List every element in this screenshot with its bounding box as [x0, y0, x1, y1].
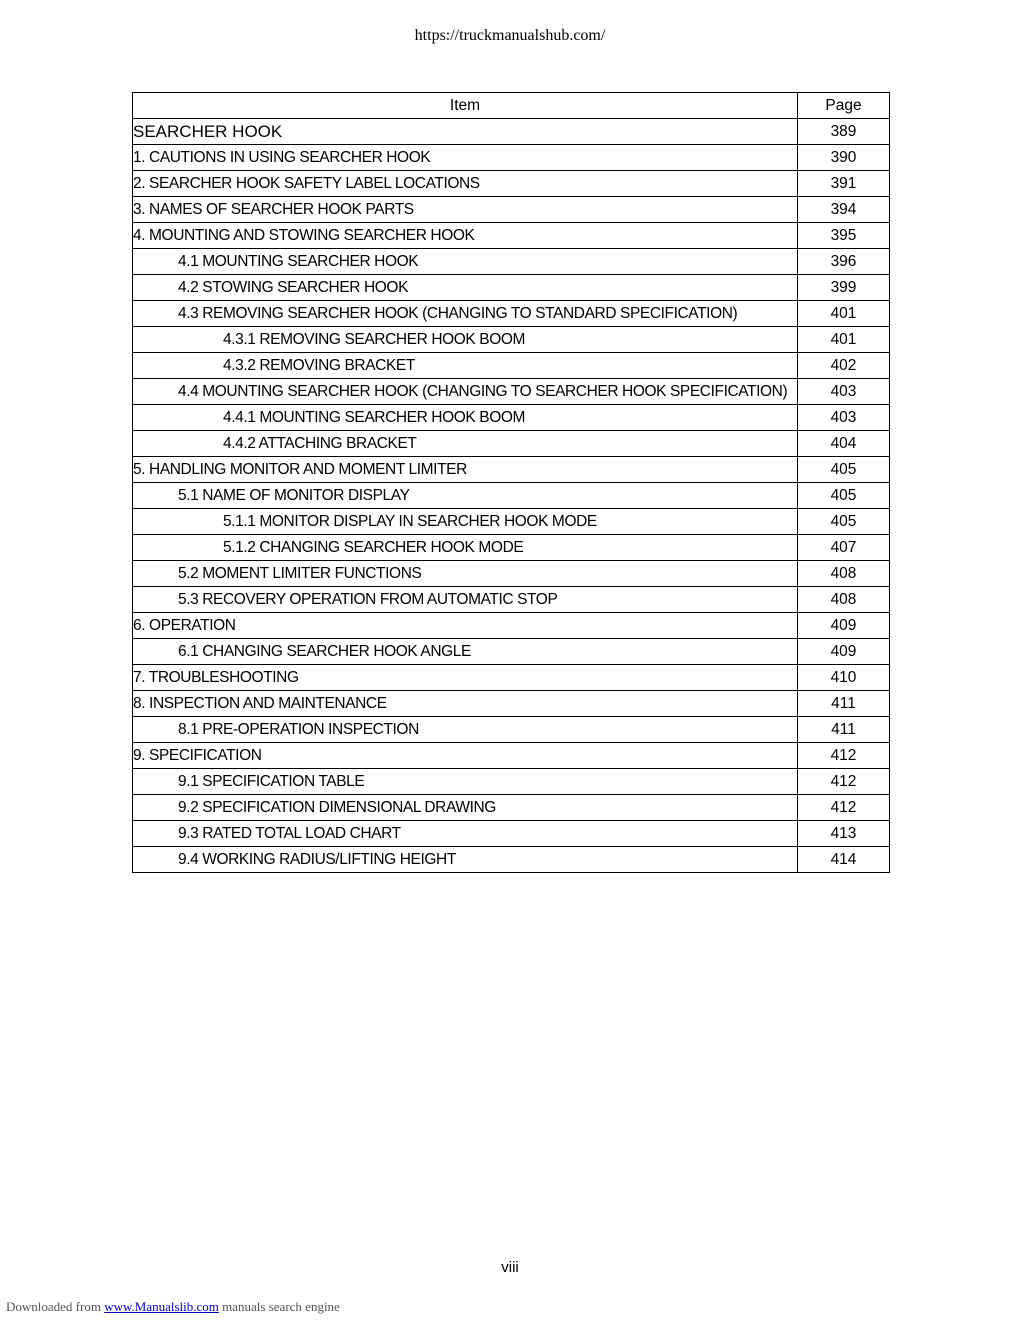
toc-row[interactable] — [133, 301, 890, 327]
toc-row[interactable] — [133, 509, 890, 535]
toc-item-page: 414 — [798, 847, 890, 873]
toc-row[interactable] — [133, 171, 890, 197]
toc-item-label: 4.2 STOWING SEARCHER HOOK — [133, 275, 798, 301]
footer — [6, 1299, 340, 1315]
toc-row[interactable] — [133, 431, 890, 457]
toc-item-page: 409 — [798, 639, 890, 665]
toc-item-page: 410 — [798, 665, 890, 691]
toc-row[interactable] — [133, 847, 890, 873]
toc-row[interactable] — [133, 275, 890, 301]
toc-row[interactable] — [133, 639, 890, 665]
toc-row[interactable] — [133, 223, 890, 249]
toc-row[interactable] — [133, 483, 890, 509]
toc-item-label: SEARCHER HOOK — [133, 119, 798, 145]
toc-item-label: 9. SPECIFICATION — [133, 743, 798, 769]
footer-prefix: Downloaded from — [6, 1299, 101, 1314]
toc-item-label: 1. CAUTIONS IN USING SEARCHER HOOK — [133, 145, 798, 171]
toc-row[interactable] — [133, 717, 890, 743]
toc-row[interactable] — [133, 743, 890, 769]
toc-item-label: 4.4 MOUNTING SEARCHER HOOK (CHANGING TO SEARCHER HOOK SPECIFICATION) — [133, 379, 798, 405]
toc-item-page: 395 — [798, 223, 890, 249]
toc-item-page: 412 — [798, 795, 890, 821]
toc-item-page: 396 — [798, 249, 890, 275]
toc-item-label: 5.1.2 CHANGING SEARCHER HOOK MODE — [133, 535, 798, 561]
toc-item-label: 4.3 REMOVING SEARCHER HOOK (CHANGING TO STANDARD SPECIFICATION) — [133, 301, 798, 327]
toc-item-page: 409 — [798, 613, 890, 639]
toc-item-page: 411 — [798, 691, 890, 717]
toc-row[interactable] — [133, 353, 890, 379]
toc-row[interactable] — [133, 145, 890, 171]
toc-item-label: 9.2 SPECIFICATION DIMENSIONAL DRAWING — [133, 795, 798, 821]
toc-item-label: 5.3 RECOVERY OPERATION FROM AUTOMATIC STOP — [133, 587, 798, 613]
toc-item-label: 4. MOUNTING AND STOWING SEARCHER HOOK — [133, 223, 798, 249]
toc-row[interactable] — [133, 769, 890, 795]
toc-item-page: 405 — [798, 457, 890, 483]
toc-item-label: 5.1.1 MONITOR DISPLAY IN SEARCHER HOOK MODE — [133, 509, 798, 535]
toc-item-label: 4.1 MOUNTING SEARCHER HOOK — [133, 249, 798, 275]
toc-item-label: 6.1 CHANGING SEARCHER HOOK ANGLE — [133, 639, 798, 665]
toc-row[interactable] — [133, 613, 890, 639]
toc-item-page: 390 — [798, 145, 890, 171]
toc-item-page: 411 — [798, 717, 890, 743]
toc-row[interactable] — [133, 379, 890, 405]
toc-table — [132, 92, 890, 873]
toc-item-label: 3. NAMES OF SEARCHER HOOK PARTS — [133, 197, 798, 223]
toc-item-page: 412 — [798, 769, 890, 795]
toc-item-label: 4.3.2 REMOVING BRACKET — [133, 353, 798, 379]
toc-row[interactable] — [133, 535, 890, 561]
toc-item-page: 399 — [798, 275, 890, 301]
toc-row[interactable] — [133, 691, 890, 717]
toc-row[interactable] — [133, 821, 890, 847]
toc-row[interactable] — [133, 665, 890, 691]
toc-column-page: Page — [798, 93, 890, 119]
toc-row[interactable] — [133, 119, 890, 145]
toc-row[interactable] — [133, 561, 890, 587]
toc-row[interactable] — [133, 405, 890, 431]
toc-column-item: Item — [133, 93, 798, 119]
toc-body — [133, 119, 890, 873]
manualslib-link[interactable]: www.Manualslib.com — [104, 1299, 219, 1314]
toc-item-page: 405 — [798, 509, 890, 535]
toc-item-label: 4.3.1 REMOVING SEARCHER HOOK BOOM — [133, 327, 798, 353]
toc-item-label: 8.1 PRE-OPERATION INSPECTION — [133, 717, 798, 743]
toc-item-page: 391 — [798, 171, 890, 197]
toc-item-page: 402 — [798, 353, 890, 379]
toc-item-label: 2. SEARCHER HOOK SAFETY LABEL LOCATIONS — [133, 171, 798, 197]
toc-item-page: 407 — [798, 535, 890, 561]
toc-item-label: 9.4 WORKING RADIUS/LIFTING HEIGHT — [133, 847, 798, 873]
toc-item-page: 404 — [798, 431, 890, 457]
toc-item-page: 401 — [798, 301, 890, 327]
toc-item-page: 408 — [798, 587, 890, 613]
toc-row[interactable] — [133, 795, 890, 821]
toc-item-page: 389 — [798, 119, 890, 145]
toc-item-page: 403 — [798, 405, 890, 431]
toc-item-page: 401 — [798, 327, 890, 353]
toc-header-row — [133, 93, 890, 119]
toc-item-label: 7. TROUBLESHOOTING — [133, 665, 798, 691]
page-number: viii — [501, 1259, 519, 1276]
toc-row[interactable] — [133, 249, 890, 275]
toc-item-label: 8. INSPECTION AND MAINTENANCE — [133, 691, 798, 717]
toc-row[interactable] — [133, 587, 890, 613]
footer-suffix: manuals search engine — [222, 1299, 340, 1314]
toc-item-page: 394 — [798, 197, 890, 223]
toc-item-label: 5.1 NAME OF MONITOR DISPLAY — [133, 483, 798, 509]
toc-row[interactable] — [133, 457, 890, 483]
toc-item-label: 5. HANDLING MONITOR AND MOMENT LIMITER — [133, 457, 798, 483]
header-url: https://truckmanualshub.com/ — [414, 27, 606, 44]
toc-item-page: 408 — [798, 561, 890, 587]
toc-row[interactable] — [133, 327, 890, 353]
toc-item-page: 413 — [798, 821, 890, 847]
toc-item-label: 4.4.1 MOUNTING SEARCHER HOOK BOOM — [133, 405, 798, 431]
toc-item-label: 9.3 RATED TOTAL LOAD CHART — [133, 821, 798, 847]
toc-row[interactable] — [133, 197, 890, 223]
toc-item-page: 405 — [798, 483, 890, 509]
toc-item-label: 6. OPERATION — [133, 613, 798, 639]
toc-item-label: 9.1 SPECIFICATION TABLE — [133, 769, 798, 795]
toc-item-label: 5.2 MOMENT LIMITER FUNCTIONS — [133, 561, 798, 587]
toc-item-page: 403 — [798, 379, 890, 405]
toc-item-label: 4.4.2 ATTACHING BRACKET — [133, 431, 798, 457]
toc-item-page: 412 — [798, 743, 890, 769]
